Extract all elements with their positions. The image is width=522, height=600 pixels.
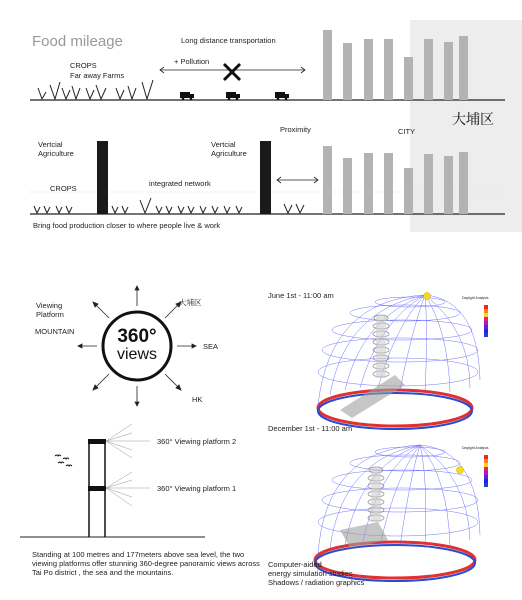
far-away-farms-label: Far away Farms <box>70 71 125 80</box>
views-360-number: 360° <box>117 326 157 347</box>
arrow-icon <box>106 424 150 506</box>
daylight-legend <box>484 455 488 487</box>
viewing-platform-1-deck <box>88 486 106 491</box>
pollution-label: + Pollution <box>174 57 210 66</box>
tower-description: Standing at 100 metres and 177meters above sea level, the two viewing platforms offer stunning 360-degree panoramic views across Tai Po district , the sea and the mountains. <box>32 550 260 577</box>
truck-icon <box>226 92 240 100</box>
viewing-platform-2-deck <box>88 439 106 444</box>
daylight-label-december: December 1st - 11:00 am <box>268 424 353 433</box>
vertical-agriculture-label-mid: Vertcial Agriculture <box>211 140 247 158</box>
cross-icon <box>224 64 240 80</box>
mountain-label: MOUNTAIN <box>35 327 75 336</box>
daylight-legend <box>484 305 488 337</box>
food-mileage-title: Food mileage <box>32 33 123 50</box>
vertical-agriculture-label-left: Vertcial Agriculture <box>38 140 74 158</box>
daylight-caption: Computer-aided energy simulation studies Shadows / radiation graphics <box>268 560 365 587</box>
district-label-360: 大埔区 <box>179 298 202 307</box>
daylight-label-june: June 1st - 11:00 am <box>268 291 334 300</box>
viewing-platform-2-label: 360° Viewing platform 2 <box>157 437 237 446</box>
viewing-platform-1-label: 360° Viewing platform 1 <box>157 484 237 493</box>
viewing-platform-label: Viewing Platform <box>36 301 64 319</box>
legend-title-december: Daylight Analysis <box>462 446 489 450</box>
dome-ring-red <box>318 390 472 426</box>
truck-icon <box>180 92 194 100</box>
sun-icon <box>424 293 431 300</box>
proximity-label: Proximity <box>280 125 311 134</box>
district-label: 大埔区 <box>452 111 494 127</box>
truck-icon <box>275 92 289 100</box>
city-buildings-middle <box>323 146 468 214</box>
vertical-agriculture-tower-mid <box>260 141 271 214</box>
crops-icon <box>38 80 153 99</box>
hk-label: HK <box>192 395 203 404</box>
crops-label-middle: CROPS <box>50 184 77 193</box>
arrow-icon <box>277 177 318 183</box>
legend-title-june: Daylight Analysis <box>462 296 489 300</box>
city-label: CITY <box>398 127 416 136</box>
views-label: views <box>116 346 157 363</box>
caption-bring-food: Bring food production closer to where people live & work <box>33 221 221 230</box>
vertical-agriculture-tower-left <box>97 141 108 214</box>
sun-icon <box>457 467 464 474</box>
integrated-network-label: integrated network <box>149 179 211 188</box>
bird-icon <box>55 455 72 466</box>
sea-label: SEA <box>203 342 219 351</box>
daylight-dome-june <box>318 293 488 430</box>
long-distance-label: Long distance transportation <box>181 36 276 45</box>
crops-label-top: CROPS <box>70 61 97 70</box>
